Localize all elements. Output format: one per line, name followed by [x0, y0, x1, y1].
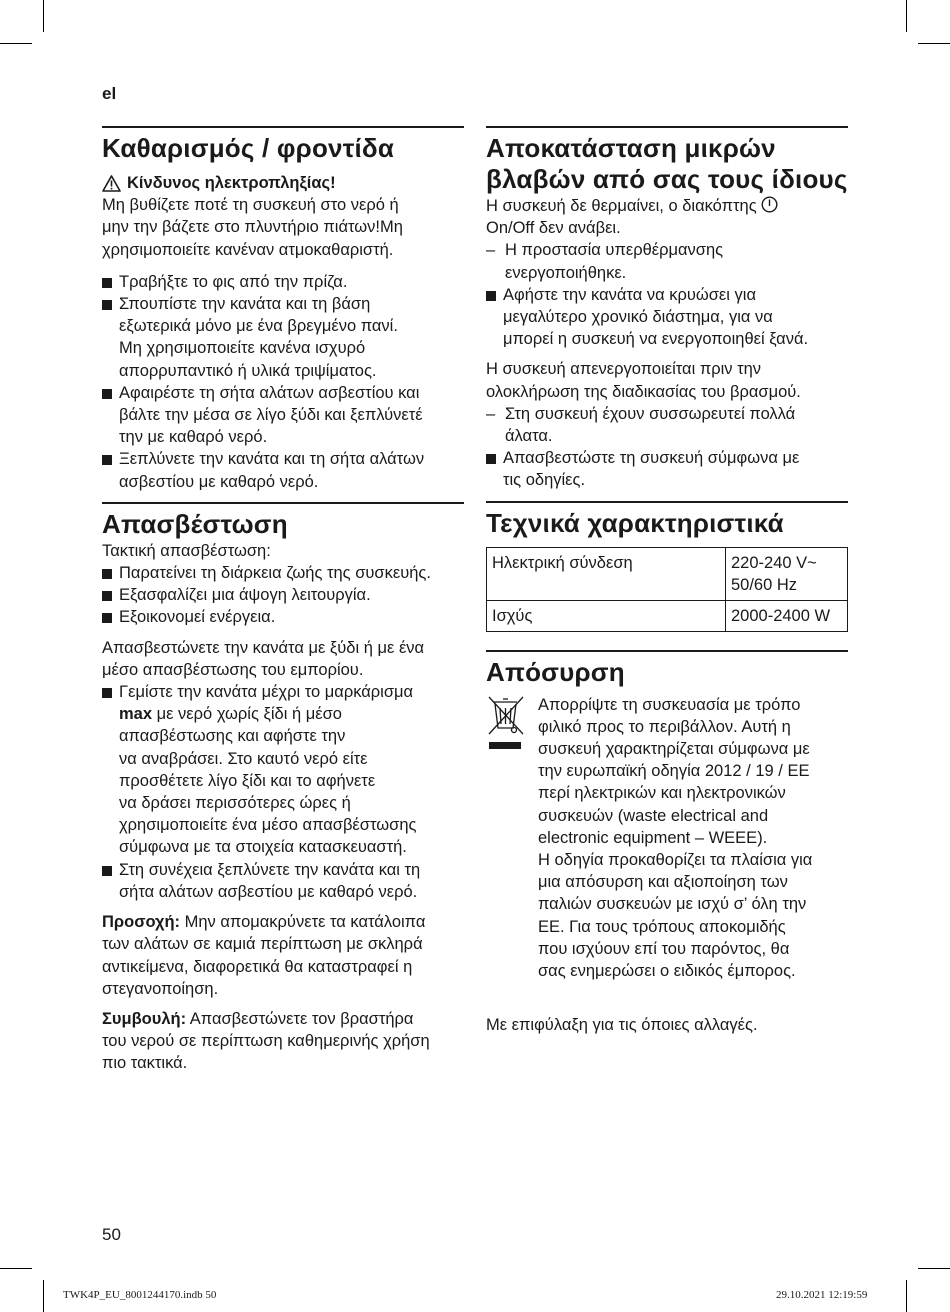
crop-mark	[0, 1268, 32, 1269]
crop-mark	[918, 43, 950, 44]
descaling-benefits	[102, 562, 464, 629]
list-item: – Η προστασία υπερθέρμανσης ενεργοποιήθηκε.	[486, 239, 848, 283]
print-slug-date: 29.10.2021 12:19:59	[776, 1289, 868, 1301]
list-item: Εξασφαλίζει μια άψογη λειτουργία.	[102, 584, 464, 606]
crossed-out-wheelie-bin-icon	[486, 694, 526, 756]
language-code: el	[102, 84, 117, 103]
list-item: Αφαιρέστε τη σήτα αλάτων ασβεστίου και βάλτε την μέσα σε λίγο ξύδι και ξεπλύνετέ την με καθαρό νερό.	[102, 382, 464, 449]
list-item: Ξεπλύνετε την κανάτα και τη σήτα αλάτων ασβεστίου με καθαρό νερό.	[102, 448, 464, 492]
list-item: Αφήστε την κανάτα να κρυώσει για μεγαλύτερο χρονικό διάστημα, για να μπορεί η συσκευή να ενεργοποιηθεί ξανά.	[486, 284, 848, 351]
spec-label: Ισχύς	[487, 600, 726, 631]
descaling-intro: Τακτική απασβέστωση:	[102, 541, 271, 560]
list-item: Τραβήξτε το φις από την πρίζα.	[102, 271, 464, 293]
descaling-section	[102, 502, 464, 1075]
page-number: 50	[102, 1225, 121, 1244]
troubleshooting-section	[486, 126, 848, 492]
descaling-method: Απασβεστώνετε την κανάτα με ξύδι ή με ένα μέσο απασβέστωσης του εμπορίου.	[102, 638, 425, 679]
problem-text: Η συσκευή δε θερμαίνει, ο διακόπτης On/Off δεν ανάβει.	[486, 195, 848, 239]
list-item: Απασβεστώστε τη συσκευή σύμφωνα με τις οδηγίες.	[486, 447, 848, 491]
list-item: Στη συνέχεια ξεπλύνετε την κανάτα και τη σήτα αλάτων ασβεστίου με καθαρό νερό.	[102, 859, 464, 903]
section-title: Τεχνικά χαρακτηριστικά	[486, 507, 784, 538]
crop-mark	[906, 1280, 907, 1312]
spec-value: 220-240 V~ 50/60 Hz	[726, 547, 848, 600]
print-slug-file: TWK4P_EU_8001244170.indb 50	[63, 1289, 217, 1301]
list-item: – Στη συσκευή έχουν συσσωρευτεί πολλά άλατα.	[486, 403, 848, 447]
section-title: Αποκατάσταση μικρών βλαβών από σας τους ίδιους	[486, 133, 848, 194]
cause-list	[486, 403, 848, 447]
crop-mark	[0, 43, 32, 44]
list-item: Εξοικονομεί ενέργεια.	[102, 606, 464, 628]
section-title: Καθαρισμός / φροντίδα	[102, 133, 395, 163]
crop-mark	[918, 1268, 950, 1269]
power-button-icon	[761, 196, 778, 213]
reservation-note: Με επιφύλαξη για τις όποιες αλλαγές.	[486, 1016, 758, 1034]
list-item: Παρατείνει τη διάρκεια ζωής της συσκευής.	[102, 562, 464, 584]
disposal-section	[486, 650, 848, 983]
right-column	[486, 126, 848, 982]
table-row	[487, 600, 848, 631]
specs-table	[486, 547, 848, 632]
problem-text: Η συσκευή απενεργοποιείται πριν την ολοκλήρωση της διαδικασίας του βρασμού.	[486, 360, 801, 401]
spec-value: 2000-2400 W	[726, 600, 848, 631]
tip-note: Συμβουλή: Απασβεστώνετε τον βραστήρα του νερού σε περίπτωση καθημερινής χρήση πιο τακτικά.	[102, 1009, 430, 1073]
cleaning-section	[102, 126, 464, 493]
descaling-steps	[102, 681, 464, 903]
remedy-list	[486, 284, 848, 351]
cleaning-steps	[102, 271, 464, 493]
section-title: Απασβέστωση	[102, 508, 288, 539]
warning-text: Μη βυθίζετε ποτέ τη συσκευή στο νερό ή μην την βάζετε στο πλυντήριο πιάτων!Μη χρησιμοποιείτε κανέναν ατμοκαθαριστή.	[102, 196, 403, 259]
list-item: Γεμίστε την κανάτα μέχρι το μαρκάρισμα max με νερό χωρίς ξίδι ή μέσο απασβέστωσης και αφήστε την να αναβράσει. Στο καυτό νερό είτε προσθέτετε λίγο ξίδι και το αφήνετε να δράσει περισσότερες ώρες ή χρησιμοποιείτε ένα μέσο απασβέστωσης σύμφωνα με τα στοιχεία κατασκευαστή.	[102, 681, 464, 859]
remedy-list	[486, 447, 848, 491]
cause-list	[486, 239, 848, 283]
crop-mark	[43, 0, 44, 32]
crop-mark	[906, 0, 907, 32]
table-row	[487, 547, 848, 600]
warning-title: Κίνδυνος ηλεκτροπληξίας!	[127, 174, 336, 192]
caution-note: Προσοχή: Μην απομακρύνετε τα κατάλοιπα των αλάτων σε καμιά περίπτωση με σκληρά αντικείμενα, διαφορετικά θα καταστραφεί η στεγανοποίηση.	[102, 913, 426, 998]
disposal-text: Απορρίψτε τη συσκευασία με τρόπο φιλικό προς το περιβάλλον. Αυτή η συσκευή χαρακτηρίζεται σύμφωνα με την ευρωπαϊκή οδηγία 2012 / 19 / ΕΕ περί ηλεκτρικών και ηλεκτρονικών συσκευών (waste electrical and electronic equipment – WEEE). Η οδηγία προκαθορίζει τα πλαίσια για μια απόσυρση και αξιοποίηση των παλιών συσκευών με ισχύ σ’ όλη την ΕΕ. Για τους τρόπους αποκομιδής που ισχύουν επί του παρόντος, θα σας ενημερώσει ο ειδικός έμπορος.	[538, 695, 813, 981]
left-column	[102, 126, 464, 1075]
section-title: Απόσυρση	[486, 656, 625, 687]
specs-section	[486, 501, 848, 632]
spec-label: Ηλεκτρική σύνδεση	[487, 547, 726, 600]
warning-triangle-icon	[102, 175, 121, 192]
crop-mark	[43, 1280, 44, 1312]
list-item: Σπουπίστε την κανάτα και τη βάση εξωτερικά μόνο με ένα βρεγμένο πανί. Μη χρησιμοποιείτε κανένα ισχυρό απορρυπαντικό ή υλικά τριψίματος.	[102, 293, 464, 382]
warning-heading	[102, 172, 464, 194]
